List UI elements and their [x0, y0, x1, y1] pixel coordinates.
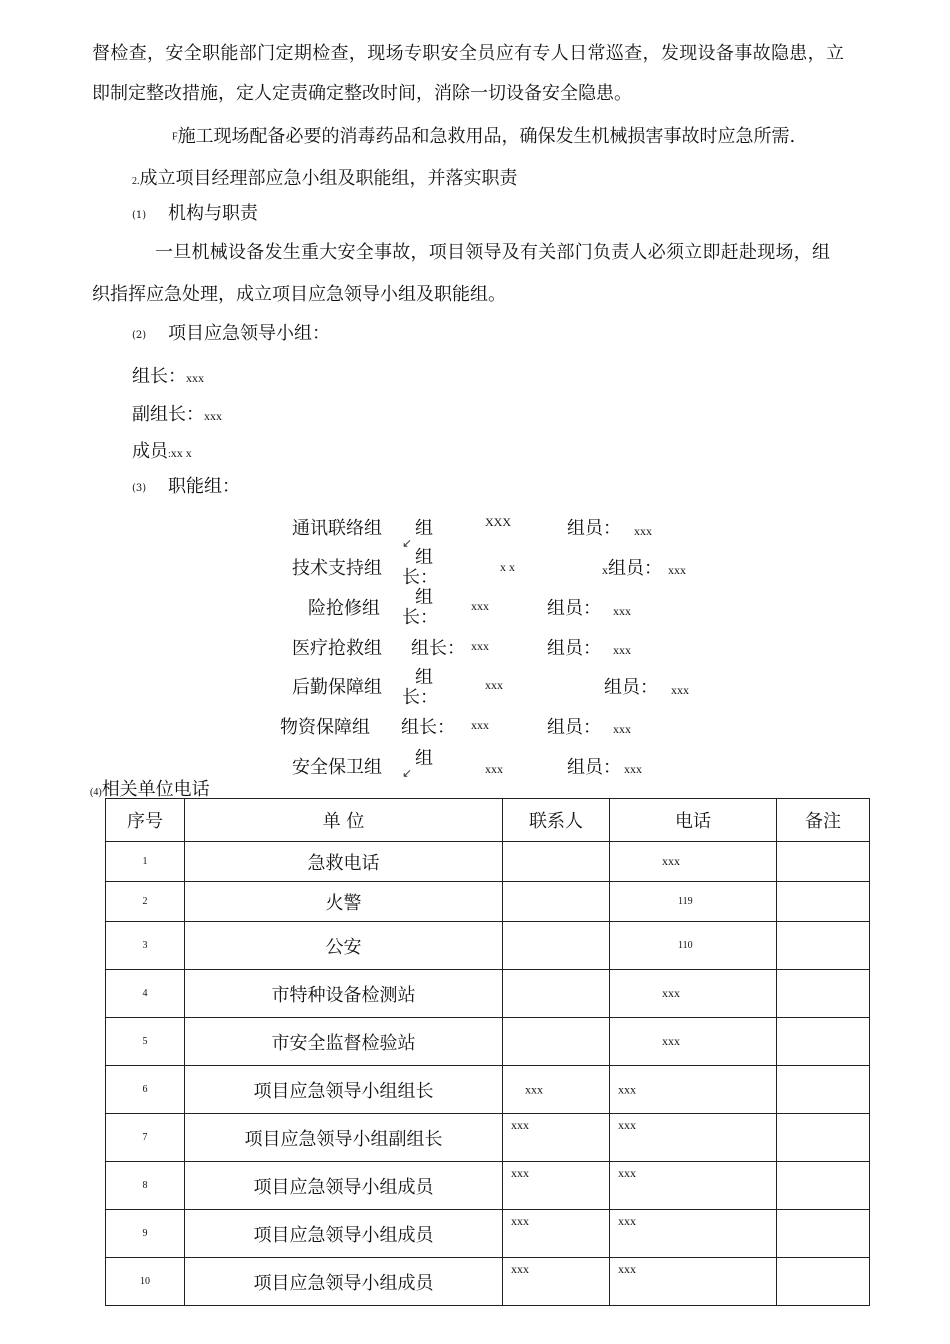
group-lead-label: 组 — [415, 748, 433, 769]
contact-value: xxx — [511, 1262, 529, 1276]
row-phone: xxx — [610, 1018, 777, 1066]
contact-value: xxx — [511, 1214, 529, 1228]
member-colon: : — [168, 449, 171, 460]
row-phone — [610, 1258, 777, 1306]
table-row — [106, 1258, 870, 1306]
leader-line — [132, 366, 204, 388]
subsection-number: (4) — [90, 787, 102, 798]
group-lead-label: 组长： — [402, 667, 438, 708]
group-name: 险抢修组 — [308, 598, 380, 619]
row-seq: 1 — [106, 842, 185, 882]
group-lead-label: 组长： — [402, 547, 438, 588]
header-phone: 电话 — [610, 799, 777, 842]
group-lead-value: xxx — [471, 599, 489, 613]
group-member-value: xxx — [613, 643, 631, 657]
row-note — [777, 1018, 870, 1066]
row-unit: 急救电话 — [185, 842, 503, 882]
row-contact — [503, 1114, 610, 1162]
row-unit: 市特种设备检测站 — [185, 970, 503, 1018]
row-unit: 公安 — [185, 922, 503, 970]
section-number: 2. — [132, 176, 140, 187]
row-phone: 110 — [610, 922, 777, 970]
row-seq: 10 — [106, 1258, 185, 1306]
table-row — [106, 882, 870, 922]
group-member-label: 组员： — [604, 677, 658, 698]
phone-value: xxx — [618, 1262, 636, 1276]
row-note — [777, 1258, 870, 1306]
group-member-label: 组员： — [608, 558, 662, 579]
group-lead-value: x x — [500, 560, 515, 574]
section-title: 成立项目经理部应急小组及职能组，并落实职责 — [139, 168, 518, 189]
group-lead-value: xxx — [471, 718, 489, 732]
row-note — [777, 1114, 870, 1162]
group-member-prefix: x — [602, 563, 608, 577]
group-lead-value: xxx — [471, 639, 489, 653]
paragraph-line: 一旦机械设备发生重大安全事故，项目领导及有关部门负责人必须立即赶赴现场，组 — [155, 242, 831, 263]
group-member-value: xxx — [671, 683, 689, 697]
scan-mark: ↙ — [402, 536, 413, 550]
paragraph-text: 施工现场配备必要的消毒药品和急救用品，确保发生机械损害事故时应急所需. — [177, 126, 796, 147]
row-phone: xxx — [610, 970, 777, 1018]
row-unit: 市安全监督检验站 — [185, 1018, 503, 1066]
row-unit: 火警 — [185, 882, 503, 922]
subsection-number: (3) — [132, 483, 147, 494]
contact-value: xxx — [511, 1166, 529, 1180]
contact-value: xxx — [511, 1118, 529, 1132]
header-note: 备注 — [777, 799, 870, 842]
row-seq: 7 — [106, 1114, 185, 1162]
group-member-value: xxx — [668, 563, 686, 577]
phone-value: xxx — [618, 1214, 636, 1228]
group-member-label: 组员： — [547, 717, 601, 738]
row-seq: 8 — [106, 1162, 185, 1210]
row-note — [777, 882, 870, 922]
list-item — [172, 126, 795, 148]
group-member-label: 组员： — [547, 598, 601, 619]
subsection-number: (2) — [132, 330, 147, 341]
table-row — [106, 970, 870, 1018]
leader-value: xxx — [186, 371, 204, 385]
row-note — [777, 1066, 870, 1114]
row-seq: 3 — [106, 922, 185, 970]
table-row — [106, 1018, 870, 1066]
contact-value: xxx — [525, 1082, 543, 1096]
row-note — [777, 842, 870, 882]
group-member-label: 组员： — [547, 638, 601, 659]
row-seq: 4 — [106, 970, 185, 1018]
table-header-row — [106, 799, 870, 842]
group-lead-value: xxx — [485, 678, 503, 692]
row-phone — [610, 1210, 777, 1258]
deputy-value: xxx — [204, 409, 222, 423]
subsection-title: 相关单位电话 — [101, 779, 210, 800]
row-contact — [503, 1018, 610, 1066]
row-unit: 项目应急领导小组成员 — [185, 1162, 503, 1210]
group-name: 后勤保障组 — [292, 677, 382, 698]
subsection-title: 项目应急领导小组： — [168, 323, 330, 344]
row-unit: 项目应急领导小组成员 — [185, 1258, 503, 1306]
deputy-line — [132, 404, 222, 426]
row-phone: xxx — [610, 842, 777, 882]
table-row — [106, 1210, 870, 1258]
row-contact — [503, 842, 610, 882]
row-unit: 项目应急领导小组副组长 — [185, 1114, 503, 1162]
section-heading — [132, 168, 518, 190]
group-member-value: xxx — [613, 604, 631, 618]
row-seq: 5 — [106, 1018, 185, 1066]
group-lead-label: 组长： — [401, 717, 455, 738]
group-lead-value: XXX — [485, 515, 511, 529]
row-note — [777, 970, 870, 1018]
group-name: 通讯联络组 — [292, 518, 382, 539]
table-row — [106, 1066, 870, 1114]
phone-value: xxx — [618, 1082, 636, 1096]
row-contact — [503, 1162, 610, 1210]
group-member-label: 组员： — [567, 757, 621, 778]
group-lead-label: 组长： — [402, 587, 438, 628]
group-member-label: 组员： — [567, 518, 621, 539]
scan-mark: ↙ — [402, 766, 413, 780]
subsection-number: (1) — [132, 210, 147, 221]
row-phone — [610, 1066, 777, 1114]
table-row — [106, 842, 870, 882]
deputy-label: 副组长： — [132, 404, 204, 425]
group-name: 安全保卫组 — [292, 757, 382, 778]
bullet-marker: F — [172, 131, 178, 143]
row-note — [777, 1210, 870, 1258]
phone-value: xxx — [618, 1118, 636, 1132]
row-contact — [503, 970, 610, 1018]
subsection-title: 机构与职责 — [168, 203, 258, 224]
group-name: 技术支持组 — [292, 558, 382, 579]
row-seq: 9 — [106, 1210, 185, 1258]
group-member-value: xxx — [613, 722, 631, 736]
header-seq: 序号 — [106, 799, 185, 842]
member-label: 成员 — [132, 441, 168, 462]
row-phone — [610, 1114, 777, 1162]
row-note — [777, 1162, 870, 1210]
group-lead-label: 组长： — [411, 638, 465, 659]
row-contact — [503, 1258, 610, 1306]
header-contact: 联系人 — [503, 799, 610, 842]
group-name: 物资保障组 — [280, 717, 370, 738]
subsection-title: 职能组： — [168, 476, 240, 497]
row-contact — [503, 1210, 610, 1258]
row-seq: 6 — [106, 1066, 185, 1114]
paragraph-line: 织指挥应急处理，成立项目应急领导小组及职能组。 — [92, 284, 506, 305]
member-value: xx x — [170, 446, 192, 460]
row-contact — [503, 922, 610, 970]
leader-label: 组长： — [132, 366, 186, 387]
member-line — [132, 441, 192, 463]
row-contact — [503, 1066, 610, 1114]
table-row — [106, 1114, 870, 1162]
paragraph-line: 督检查，安全职能部门定期检查，现场专职安全员应有专人日常巡查，发现设备事故隐患，立 — [92, 43, 845, 64]
paragraph-line: 即制定整改措施，定人定责确定整改时间，消除一切设备安全隐患。 — [92, 83, 632, 104]
phone-value: xxx — [618, 1166, 636, 1180]
group-lead-label: 组 — [415, 518, 433, 539]
row-seq: 2 — [106, 882, 185, 922]
group-member — [602, 558, 686, 580]
group-lead-value: xxx — [485, 762, 503, 776]
group-name: 医疗抢救组 — [292, 638, 382, 659]
table-row — [106, 1162, 870, 1210]
row-note — [777, 922, 870, 970]
row-phone: 119 — [610, 882, 777, 922]
row-unit: 项目应急领导小组成员 — [185, 1210, 503, 1258]
table-row — [106, 922, 870, 970]
group-member-value: xxx — [634, 524, 652, 538]
row-phone — [610, 1162, 777, 1210]
row-contact — [503, 882, 610, 922]
row-unit: 项目应急领导小组组长 — [185, 1066, 503, 1114]
header-unit: 单 位 — [185, 799, 503, 842]
phone-table — [105, 798, 870, 1306]
group-member-value: xxx — [624, 762, 642, 776]
